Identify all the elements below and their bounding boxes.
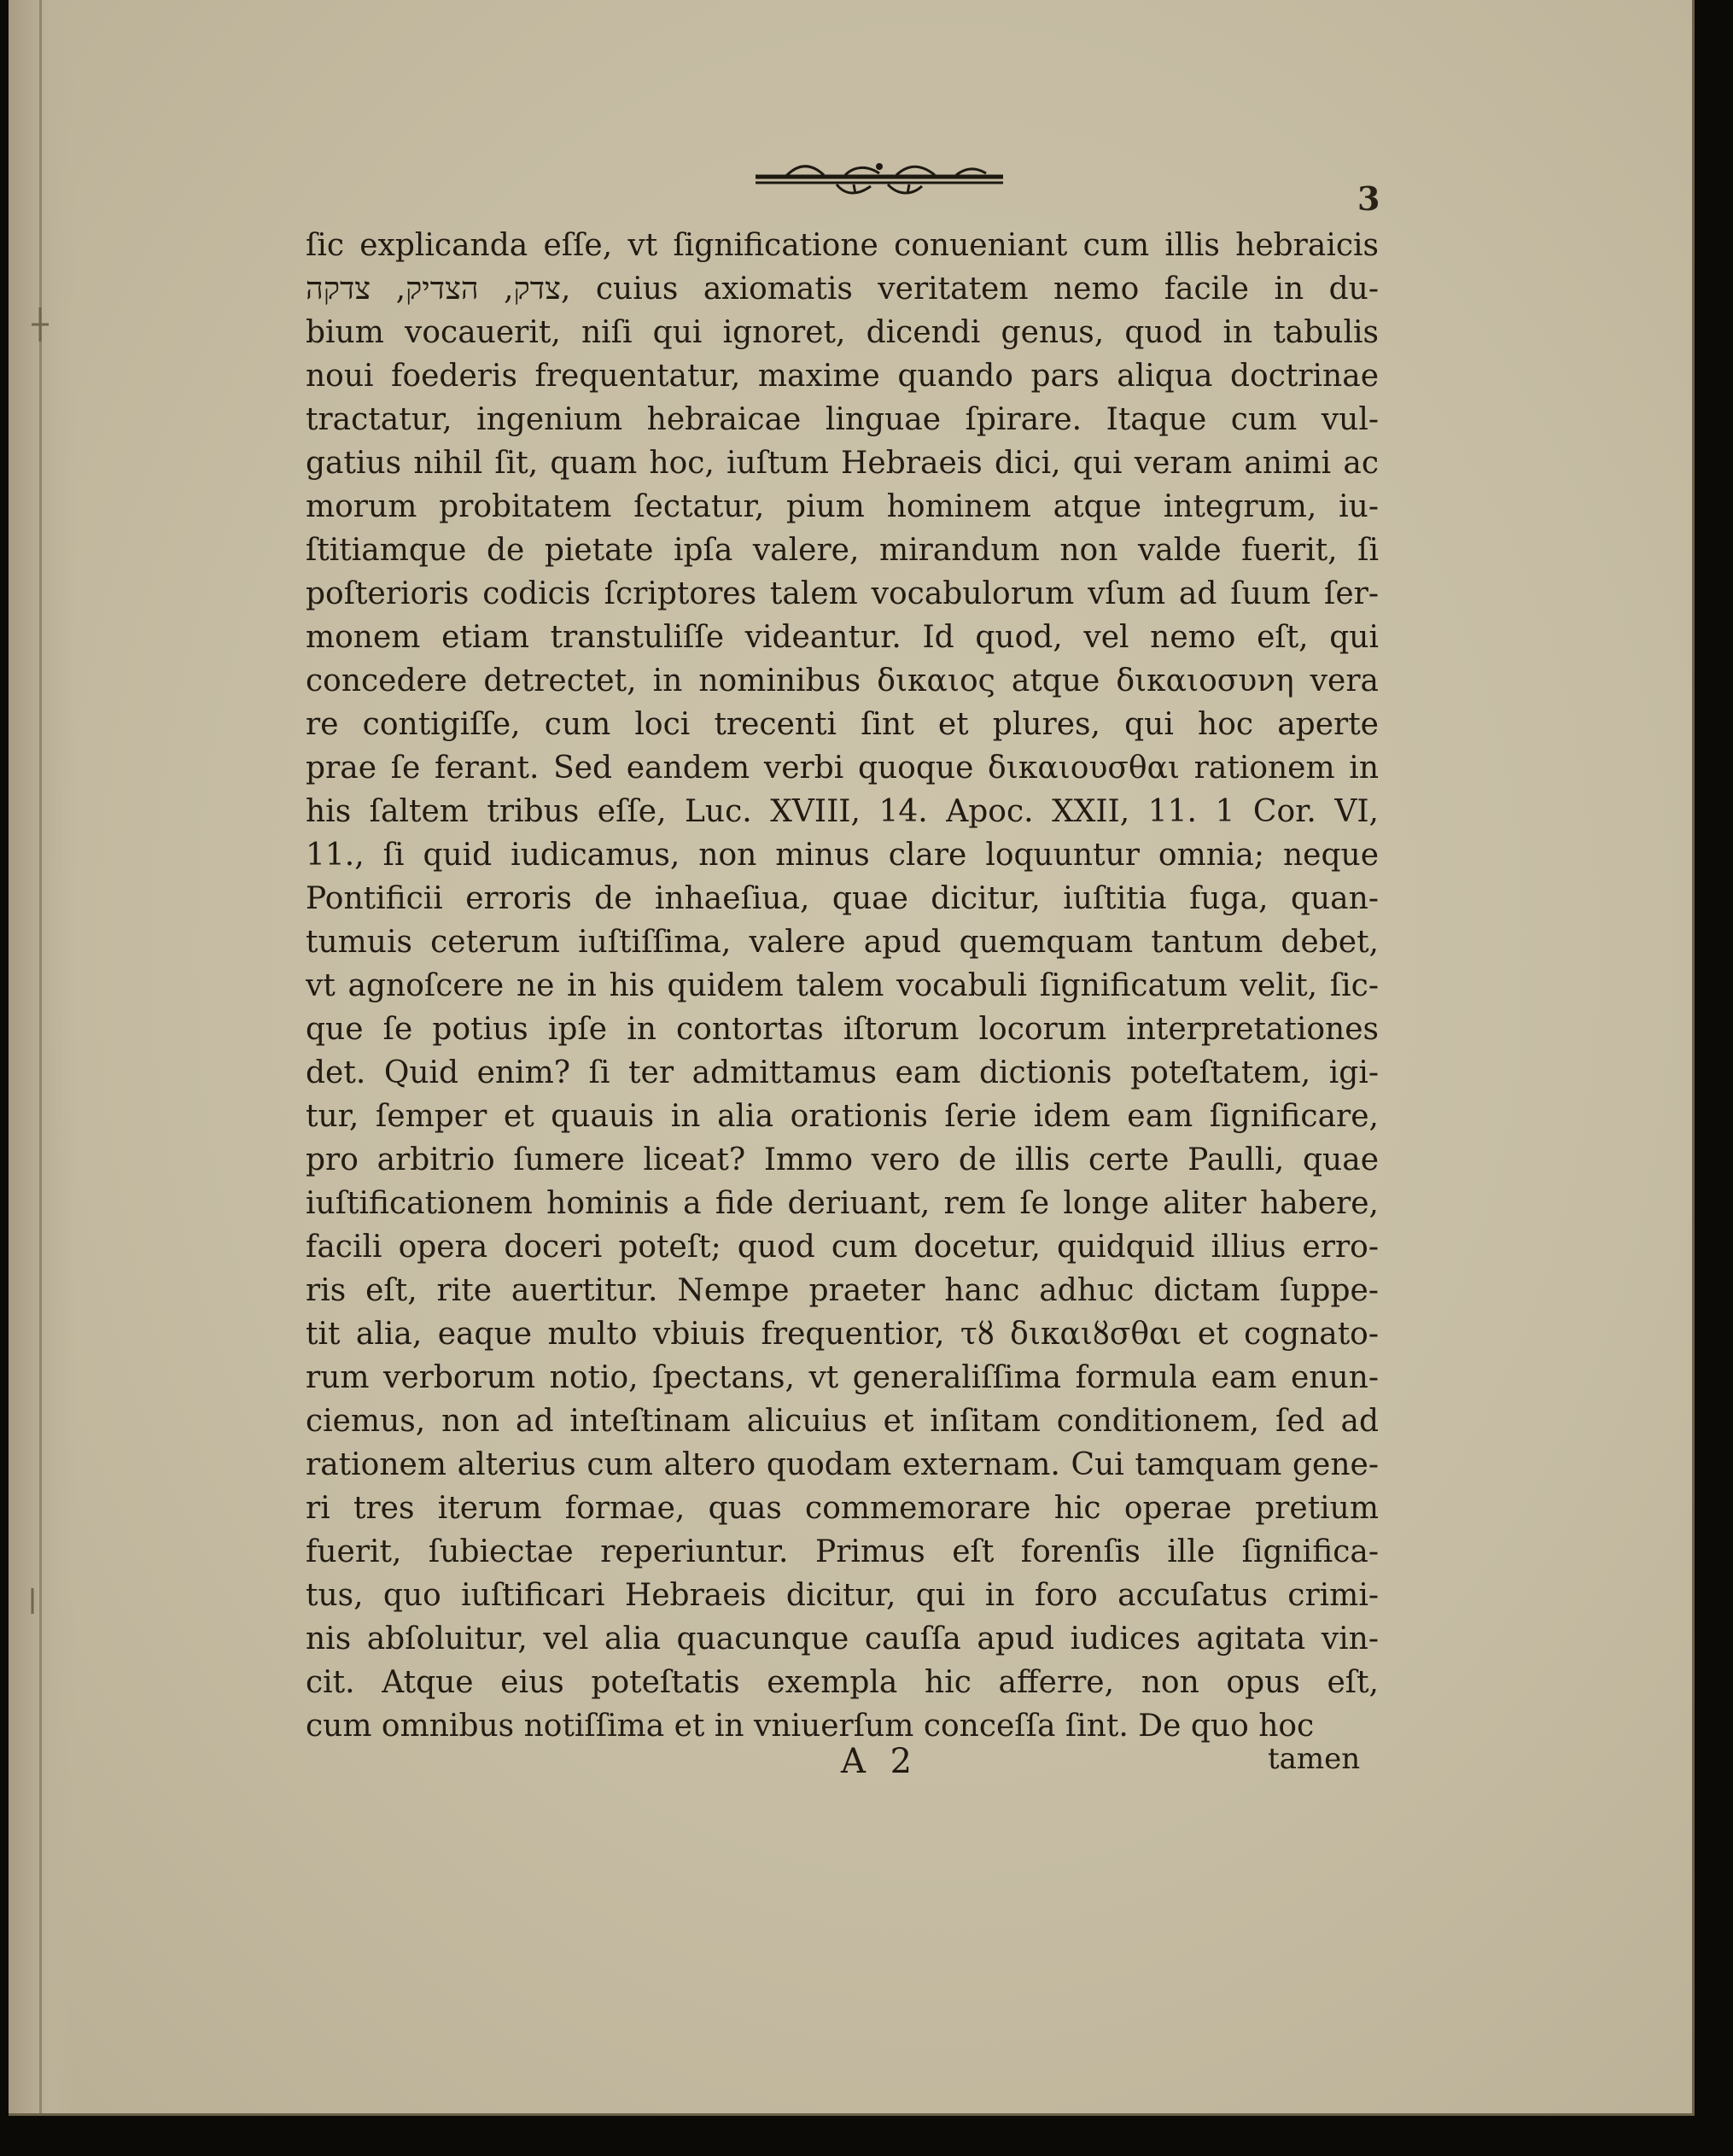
text-line: ris eſt, rite auertitur. Nempe praeter hanc adhuc dictam ſuppe- — [306, 1273, 1379, 1308]
text-line: tur, ſemper et quauis in alia orationis ſerie idem eam ſignificare, — [306, 1099, 1379, 1134]
binding-thread-icon — [21, 1588, 44, 1614]
book-page — [9, 0, 1695, 2116]
text-line: rationem alterius cum altero quodam externam. Cui tamquam gene- — [306, 1447, 1379, 1482]
text-line: noui foederis frequentatur, maxime quando pars aliqua doctrinae — [306, 359, 1379, 394]
page-number: 3 — [1357, 179, 1380, 218]
text-line: fuerit, ſubiectae reperiuntur. Primus eſt forenſis ille ſignifica- — [306, 1534, 1379, 1569]
text-line: gatius nihil ſit, quam hoc, iuſtum Hebraeis dici, qui veram animi ac — [306, 446, 1379, 481]
text-line: rum verborum notio, ſpectans, vt generaliſſima formula eam enun- — [306, 1360, 1379, 1395]
text-line: facili opera doceri poteſt; quod cum docetur, quidquid illius erro- — [306, 1230, 1379, 1265]
text-line: que ſe potius ipſe in contortas iſtorum locorum interpretationes — [306, 1012, 1379, 1047]
text-line: cit. Atque eius poteſtatis exempla hic afferre, non opus eſt, — [306, 1665, 1379, 1700]
text-line: cum omnibus notiſſima et in vniuerſum conceſſa ſint. De quo hoc — [306, 1709, 1315, 1744]
text-line: poſterioris codicis ſcriptores talem vocabulorum vſum ad ſuum ſer- — [306, 576, 1379, 611]
catchword: tamen — [1268, 1742, 1361, 1776]
text-line: concedere detrectet, in nominibus δικαιος atque δικαιοσυνη vera — [306, 663, 1379, 698]
text-line: iuſtificationem hominis a fide deriuant, rem ſe longe aliter habere, — [306, 1186, 1379, 1221]
text-line: nis abſoluitur, vel alia quacunque cauſſa apud iudices agitata vin- — [306, 1621, 1379, 1656]
headpiece-ornament-icon — [751, 158, 1007, 201]
text-line: ciemus, non ad inteſtinam alicuius et inſitam conditionem, ſed ad — [306, 1404, 1379, 1439]
text-line: vt agnoſcere ne in his quidem talem vocabuli ſignificatum velit, ſic- — [306, 968, 1379, 1003]
text-line: tumuis ceterum iuſtiſſima, valere apud quemquam tantum debet, — [306, 925, 1379, 960]
body-text — [306, 224, 1379, 1748]
text-line: ſtitiamque de pietate ipſa valere, mirandum non valde fuerit, ſi — [306, 533, 1379, 568]
binding-thread-icon — [27, 307, 53, 342]
text-line: pro arbitrio ſumere liceat? Immo vero de illis certe Paulli, quae — [306, 1142, 1379, 1177]
text-line: tus, quo iuſtificari Hebraeis dicitur, qui in foro accuſatus crimi- — [306, 1578, 1379, 1613]
text-line: ſic explicanda eſſe, vt ſignificatione conueniant cum illis hebraicis — [306, 228, 1379, 263]
text-line: bium vocauerit, niſi qui ignoret, dicendi genus, quod in tabulis — [306, 315, 1379, 350]
text-line: צדק, הצדיק, צדקה, cuius axiomatis veritatem nemo facile in du- — [306, 272, 1379, 307]
signature-mark: A 2 — [841, 1742, 919, 1781]
text-line: det. Quid enim? ſi ter admittamus eam dictionis poteſtatem, igi- — [306, 1055, 1379, 1090]
text-line: his ſaltem tribus eſſe, Luc. XVIII, 14. Apoc. XXII, 11. 1 Cor. VI, — [306, 794, 1379, 829]
text-line: Pontificii erroris de inhaeſiua, quae dicitur, iuſtitia fuga, quan- — [306, 881, 1379, 916]
text-line: tractatur, ingenium hebraicae linguae ſpirare. Itaque cum vul- — [306, 402, 1379, 437]
text-line: 11., ſi quid iudicamus, non minus clare loquuntur omnia; neque — [306, 838, 1379, 873]
text-line: prae ſe ferant. Sed eandem verbi quoque δικαιουσθαι rationem in — [306, 751, 1379, 786]
text-line: tit alia, eaque multo vbiuis frequentior, τȣ δικαιȣσθαι et cognato- — [306, 1317, 1379, 1352]
text-line: ri tres iterum formae, quas commemorare hic operae pretium — [306, 1491, 1379, 1526]
text-line: morum probitatem ſectatur, pium hominem atque integrum, iu- — [306, 489, 1379, 524]
text-line: re contigiſſe, cum loci trecenti ſint et plures, qui hoc aperte — [306, 707, 1379, 742]
text-line: monem etiam transtuliſſe videantur. Id quod, vel nemo eſt, qui — [306, 620, 1379, 655]
